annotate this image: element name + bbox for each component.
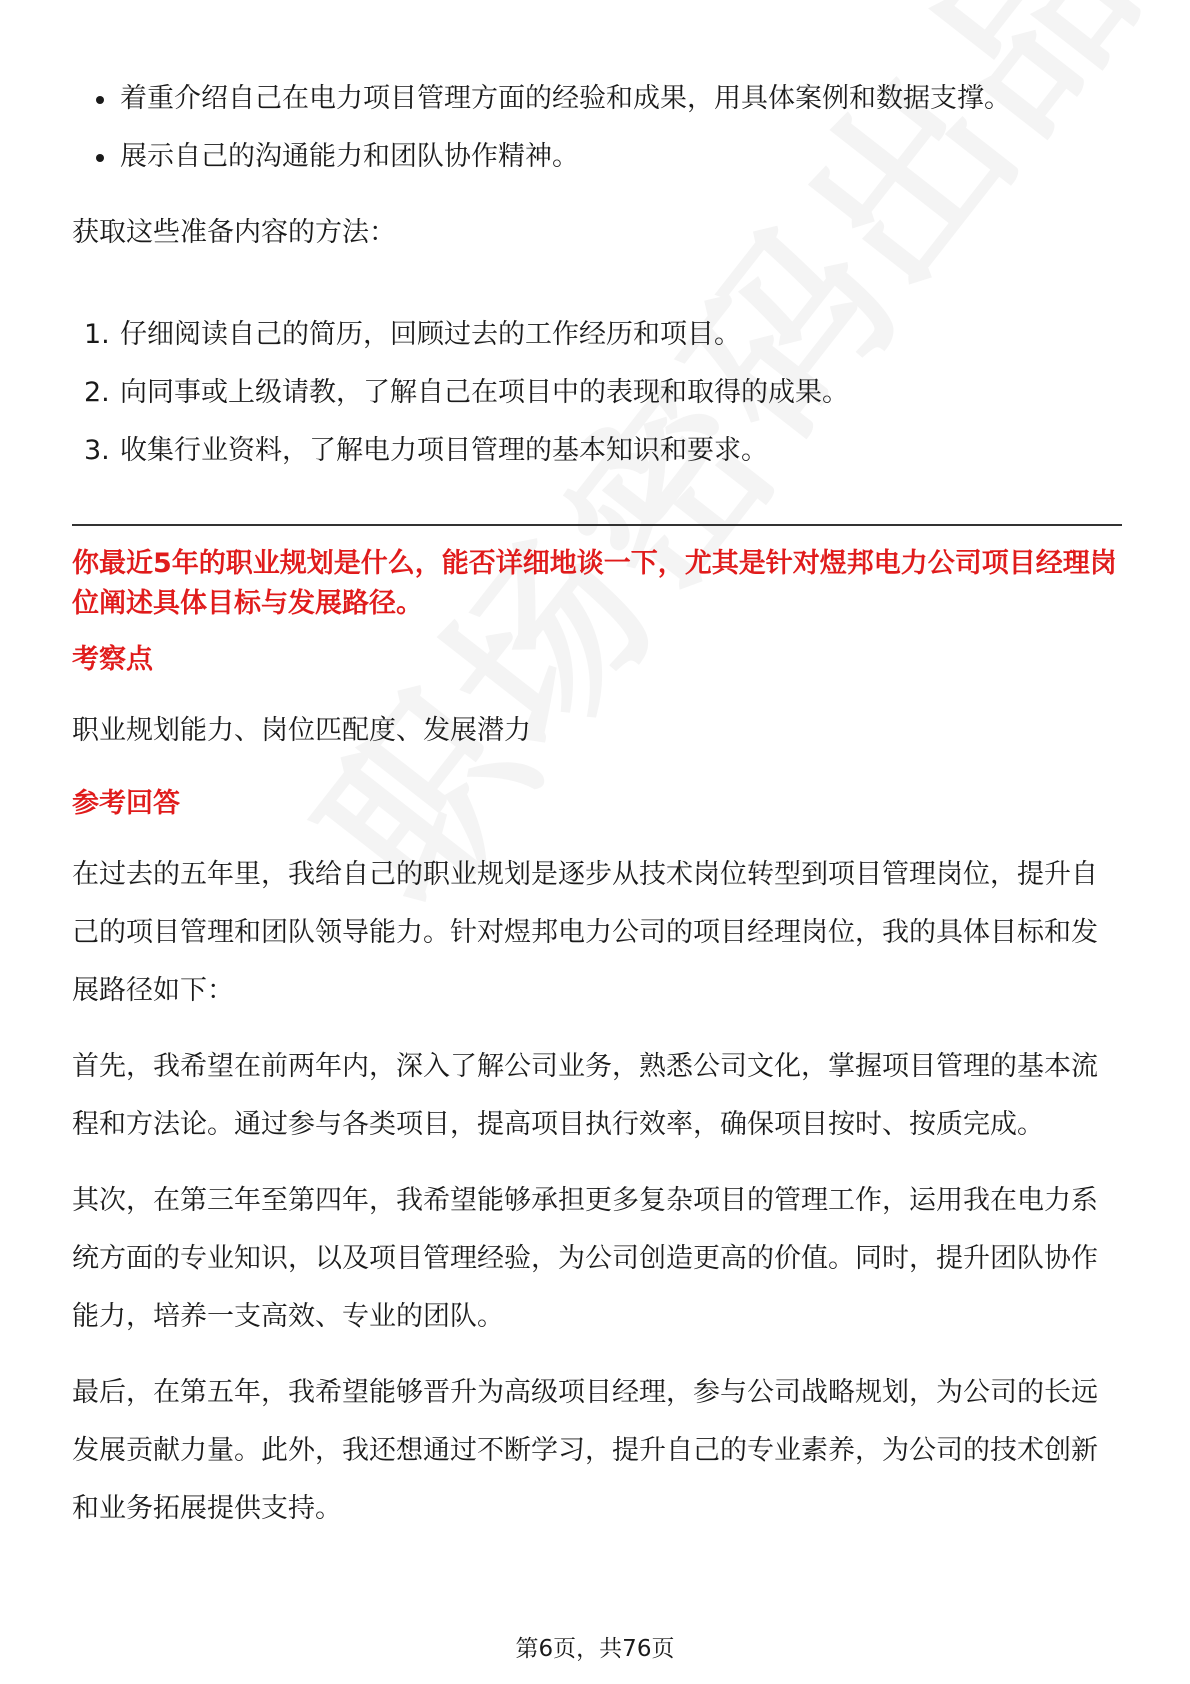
methods-intro: 获取这些准备内容的方法： xyxy=(72,217,396,248)
focus-label: 考察点 xyxy=(72,644,153,675)
methods-item-text: 收集行业资料，了解电力项目管理的基本知识和要求。 xyxy=(120,435,768,466)
page-footer: 第6页，共76页 xyxy=(515,1636,675,1662)
methods-item-number: 1. xyxy=(84,319,110,350)
question-heading: 你最近5年的职业规划是什么，能否详细地谈一下，尤其是针对煜邦电力公司项目经理岗位阐述具体目标与发展路径。 xyxy=(72,548,1117,619)
document-page xyxy=(72,70,1122,1538)
focus-text: 职业规划能力、岗位匹配度、发展潜力 xyxy=(72,715,531,746)
methods-list xyxy=(72,306,1122,480)
answer-paragraph: 其次，在第三年至第四年，我希望能够承担更多复杂项目的管理工作，运用我在电力系统方面的专业知识，以及项目管理经验，为公司创造更高的价值。同时，提升团队协作能力，培养一支高效、专业的团队。 xyxy=(72,1185,1098,1332)
methods-item xyxy=(84,422,1122,480)
methods-item-number: 2. xyxy=(84,377,110,408)
methods-item-text: 向同事或上级请教，了解自己在项目中的表现和取得的成果。 xyxy=(120,377,849,408)
bullet-item: 着重介绍自己在电力项目管理方面的经验和成果，用具体案例和数据支撑。 xyxy=(120,70,1122,128)
bullet-list xyxy=(72,70,1122,186)
methods-item-text: 仔细阅读自己的简历，回顾过去的工作经历和项目。 xyxy=(120,319,741,350)
answer-paragraph: 在过去的五年里，我给自己的职业规划是逐步从技术岗位转型到项目管理岗位，提升自己的项目管理和团队领导能力。针对煜邦电力公司的项目经理岗位，我的具体目标和发展路径如下： xyxy=(72,859,1098,1006)
methods-item xyxy=(84,306,1122,364)
answer-label: 参考回答 xyxy=(72,788,180,819)
answer-paragraph: 最后，在第五年，我希望能够晋升为高级项目经理，参与公司战略规划，为公司的长远发展贡献力量。此外，我还想通过不断学习，提升自己的专业素养，为公司的技术创新和业务拓展提供支持。 xyxy=(72,1377,1098,1524)
methods-item-number: 3. xyxy=(84,435,110,466)
bullet-item: 展示自己的沟通能力和团队协作精神。 xyxy=(120,128,1122,186)
section-divider xyxy=(72,524,1122,526)
answer-paragraph: 首先，我希望在前两年内，深入了解公司业务，熟悉公司文化，掌握项目管理的基本流程和方法论。通过参与各类项目，提高项目执行效率，确保项目按时、按质完成。 xyxy=(72,1051,1098,1140)
methods-item xyxy=(84,364,1122,422)
